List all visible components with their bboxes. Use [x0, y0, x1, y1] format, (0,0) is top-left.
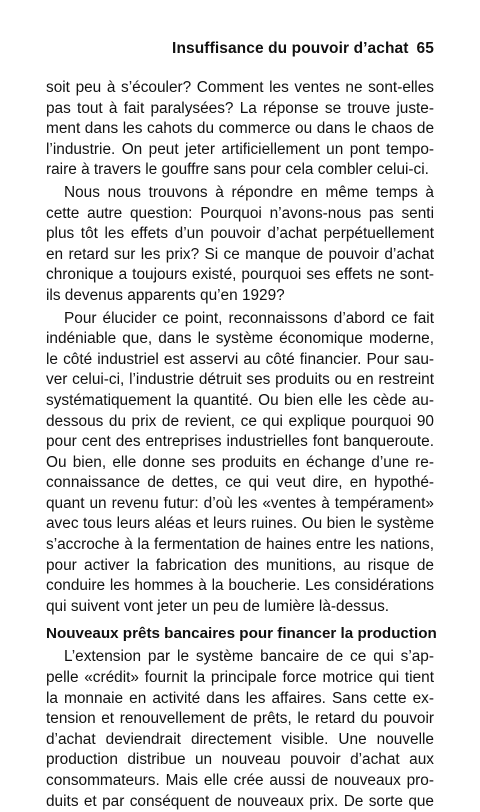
text-line: chronique a toujours existé, pourquoi ses effets ne sont- — [46, 266, 434, 284]
text-line: d’achat deviendrait directement visible. Une nouvelle — [46, 730, 434, 748]
text-line: pas tout à fait paralysées? La réponse se trouve juste- — [46, 99, 434, 117]
text-line: Pour élucider ce point, reconnaissons d’abord ce fait — [64, 309, 434, 327]
text-line: ils devenus apparents qu’en 1929? — [46, 286, 285, 304]
text-line: Ou bien, elle donne ses produits en échange d’une re- — [46, 453, 434, 471]
text-line: la monnaie en activité dans les affaires. Sans cette ex- — [46, 689, 434, 707]
text-line: indéniable que, dans le système économique moderne, — [46, 330, 434, 348]
text-line: le côté industriel est asservi au côté financier. Pour sau- — [46, 350, 434, 368]
body-text — [46, 78, 437, 812]
text-line: consommateurs. Mais elle crée aussi de nouveaux pro- — [46, 772, 434, 789]
text-line: pelle «crédit» fournit la principale force motrice qui tient — [46, 669, 434, 687]
section-heading: Nouveaux prêts bancaires pour financer la production — [46, 625, 437, 643]
text-line: connaissance de dettes, ce qui veut dire, en hypothé- — [46, 474, 434, 492]
text-line: avec tous leurs aléas et leurs ruines. Ou bien le système — [46, 515, 434, 533]
text-line: quant un revenu futur: d’où les «ventes à tempérament» — [46, 494, 434, 512]
text-line: en retard sur les prix? Si ce manque de pouvoir d’achat — [46, 245, 434, 263]
text-line: dessous du prix de revient, ce qui explique pourquoi 90 — [46, 412, 434, 430]
text-line: duits et par conséquent de nouveaux prix. De sorte que — [46, 792, 434, 810]
text-line: raire à travers le gouffre sans pour cela combler celui-ci. — [46, 161, 429, 179]
text-line: pour cent des entreprises industrielles font banqueroute. — [46, 433, 434, 451]
text-line: s’accroche à la fermentation de haines entre les nations, — [46, 536, 434, 554]
text-line: tension et renouvellement de prêts, le retard du pouvoir — [46, 710, 434, 728]
text-line: Nous nous trouvons à répondre en même temps à — [64, 183, 434, 201]
text-line: qui suivent vont jeter un peu de lumière là-dessus. — [46, 597, 390, 615]
text-line: production distribue un nouveau pouvoir d’achat aux — [46, 751, 434, 769]
text-line: ver celui-ci, l’industrie détruit ses produits ou en restreint — [46, 371, 434, 389]
text-line: L’extension par le système bancaire de ce qui s’ap- — [64, 648, 434, 666]
text-line: plus tôt les effets d’un pouvoir d’achat perpétuellement — [46, 225, 434, 243]
text-line: conduire les hommes à la boucherie. Les considérations — [46, 577, 434, 595]
text-line: cette autre question: Pourquoi n’avons-nous pas senti — [46, 204, 434, 222]
running-title: Insuffisance du pouvoir d’achat — [172, 40, 409, 57]
running-head — [172, 40, 434, 58]
text-line: l’industrie. On peut jeter artificiellement un pont tempo- — [46, 140, 434, 158]
text-line: systématiquement la quantité. Ou bien elle les cède au- — [46, 391, 434, 409]
text-line: soit peu à s’écouler? Comment les ventes ne sont-elles — [46, 79, 434, 96]
text-line: ment dans les cahots du commerce ou dans le chaos de — [46, 120, 434, 138]
text-line: pour activer la fabrication des munitions, au risque de — [46, 556, 434, 574]
page-number: 65 — [416, 40, 434, 57]
